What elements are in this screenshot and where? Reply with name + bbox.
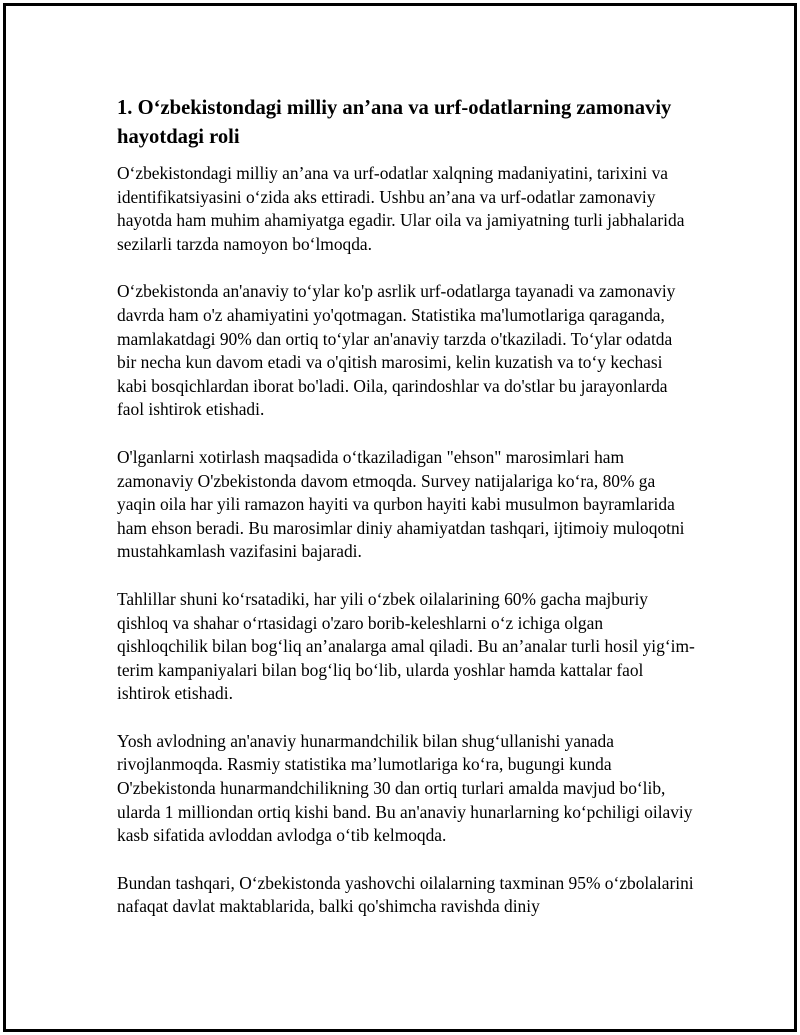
paragraph-education: Bundan tashqari, O‘zbekistonda yashovchi oilalarning taxminan 95% o‘zbolalarini nafaqat davlat maktablarida, balki qo'shimcha ravishda diniy <box>117 872 694 917</box>
paragraph-intro: O‘zbekistondagi milliy an’ana va urf-odatlar xalqning madaniyatini, tarixini va identifikatsiyasini o‘zida aks ettiradi. Ushbu an’ana va urf-odatlar zamonaviy hayotda ham muhim ahamiyatga egadir. Ular oila va jamiyatning turli jabhalarida sezilarli tarzda namoyon bo‘lmoqda. <box>117 163 685 254</box>
document-body <box>117 94 695 943</box>
paragraph-crafts: Yosh avlodning an'anaviy hunarmandchilik bilan shug‘ullanishi yanada rivojlanmoqda. Rasmiy statistika ma’lumotlariga ko‘ra, bugungi kunda O'zbekistonda hunarmandchilikning 30 dan ortiq turlari amalda mavjud bo‘lib, ularda 1 milliondan ortiq kishi band. Bu an'anaviy hunarlarning ko‘pchiligi oilaviy kasb sifatida avloddan avlodga o‘tib kelmoqda. <box>117 730 693 846</box>
section-heading: 1. O‘zbekistondagi milliy an’ana va urf-odatlarning zamonaviy hayotdagi roli <box>117 97 672 148</box>
paragraph-agriculture: Tahlillar shuni ko‘rsatadiki, har yili o‘zbek oilalarining 60% gacha majburiy qishloq va shahar o‘rtasidagi o'zaro borib-keleshlarni o‘z ichiga olgan qishloqchilik bilan bog‘liq an’analarga amal qiladi. Bu an’analar turli hosil yig‘im-terim kampaniyalari bilan bog‘liq bo‘lib, ularda yoshlar hamda kattalar faol ishtirok etishadi. <box>117 588 695 704</box>
paragraph-ehson: O'lganlarni xotirlash maqsadida o‘tkaziladigan "ehson" marosimlari ham zamonaviy O'zbekistonda davom etmoqda. Survey natijalariga ko‘ra, 80% ga yaqin oila har yili ramazon hayiti va qurbon hayiti kabi musulmon bayramlarida ham ehson beradi. Bu marosimlar diniy ahamiyatdan tashqari, ijtimoiy muloqotni mustahkamlash vazifasini bajaradi. <box>117 446 685 562</box>
paragraph-weddings: O‘zbekistonda an'anaviy to‘ylar ko'p asrlik urf-odatlarga tayanadi va zamonaviy davrda ham o'z ahamiyatini yo'qotmagan. Statistika ma'lumotlariga qaraganda, mamlakatdagi 90% dan ortiq to‘ylar an'anaviy tarzda o'tkaziladi. To‘ylar odatda bir necha kun davom etadi va o'qitish marosimi, kelin kuzatish va to‘y kechasi kabi bosqichlardan iborat bo'ladi. Oila, qarindoshlar va do'stlar bu jarayonlarda faol ishtirok etishadi. <box>117 281 676 420</box>
